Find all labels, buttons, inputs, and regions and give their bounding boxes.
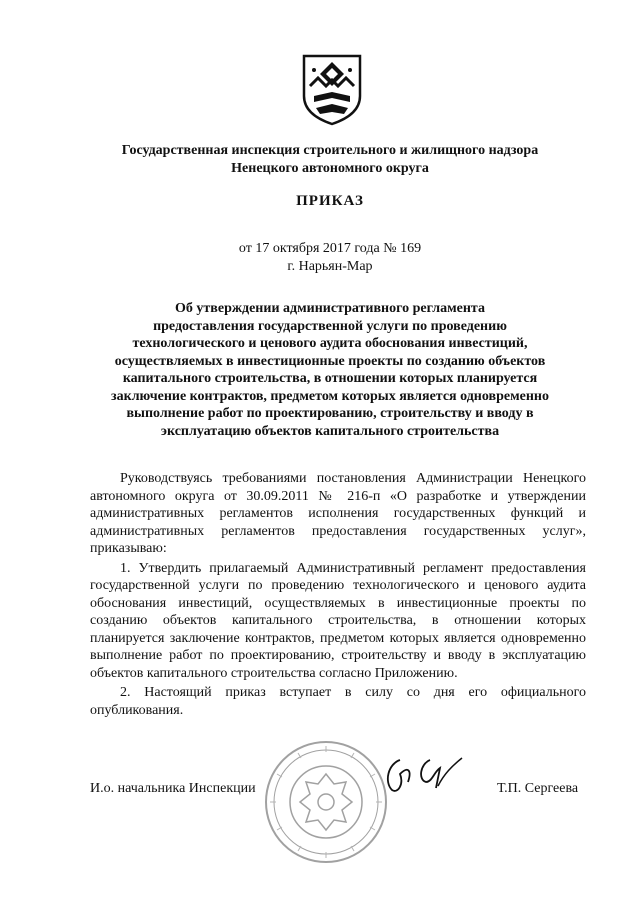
document-body — [90, 470, 586, 719]
title-line: Об утверждении административного регламента — [175, 301, 485, 316]
title-line: эксплуатацию объектов капитального строительства — [160, 423, 500, 439]
coat-of-arms-icon — [300, 52, 364, 126]
body-paragraph-preamble: Руководствуясь требованиями постановления Администрации Ненецкого автономного округа от 30.09.2011 № 216-п «О разработке и утверждении административных регламентов исполнения государственных функций и административных регламентов предоставления государственных услуг», приказываю: — [90, 471, 586, 556]
title-line: капитального строительства, в отношении которых планируется — [122, 371, 538, 386]
official-seal-icon — [262, 738, 390, 866]
organization-name-line2: Ненецкого автономного округа — [231, 161, 429, 176]
document-title — [60, 300, 600, 440]
handwritten-signature-icon — [378, 752, 470, 800]
title-line: технологического и ценового аудита обоснования инвестиций, — [132, 336, 528, 351]
title-line: заключение контрактов, предметом которых является одновременно — [111, 388, 549, 404]
document-date-number: от 17 октября 2017 года № 169 — [238, 241, 422, 256]
title-line: предоставления государственной услуги по проведению — [153, 318, 507, 334]
body-paragraph-item-2: 2. Настоящий приказ вступает в силу со дня его официального опубликования. — [90, 685, 586, 718]
organization-header — [60, 142, 600, 178]
signatory-name: Т.П. Сергеева — [497, 781, 579, 796]
title-line: осуществляемых в инвестиционные проекты по созданию объектов — [114, 353, 546, 369]
organization-name-line1: Государственная инспекция строительного и жилищного надзора — [121, 143, 539, 158]
document-type: ПРИКАЗ — [296, 193, 364, 209]
document-city: г. Нарьян-Мар — [287, 259, 373, 274]
document-meta — [60, 240, 600, 276]
body-paragraph-item-1: 1. Утвердить прилагаемый Административный регламент предоставления государственной услуги по проведению технологического и ценового аудита обоснования инвестиций, осуществляемых в инвестиционные проекты по созданию объектов капитального строительства, в отношении которых планируется заключение контрактов, предметом которых является одновременно выполнение работ по проектированию, строительству и вводу в эксплуатацию объектов капитального строительства согласно Приложению. — [90, 560, 586, 681]
title-line: выполнение работ по проектированию, строительству и вводу в — [126, 406, 534, 421]
signatory-role: И.о. начальника Инспекции — [90, 781, 256, 796]
